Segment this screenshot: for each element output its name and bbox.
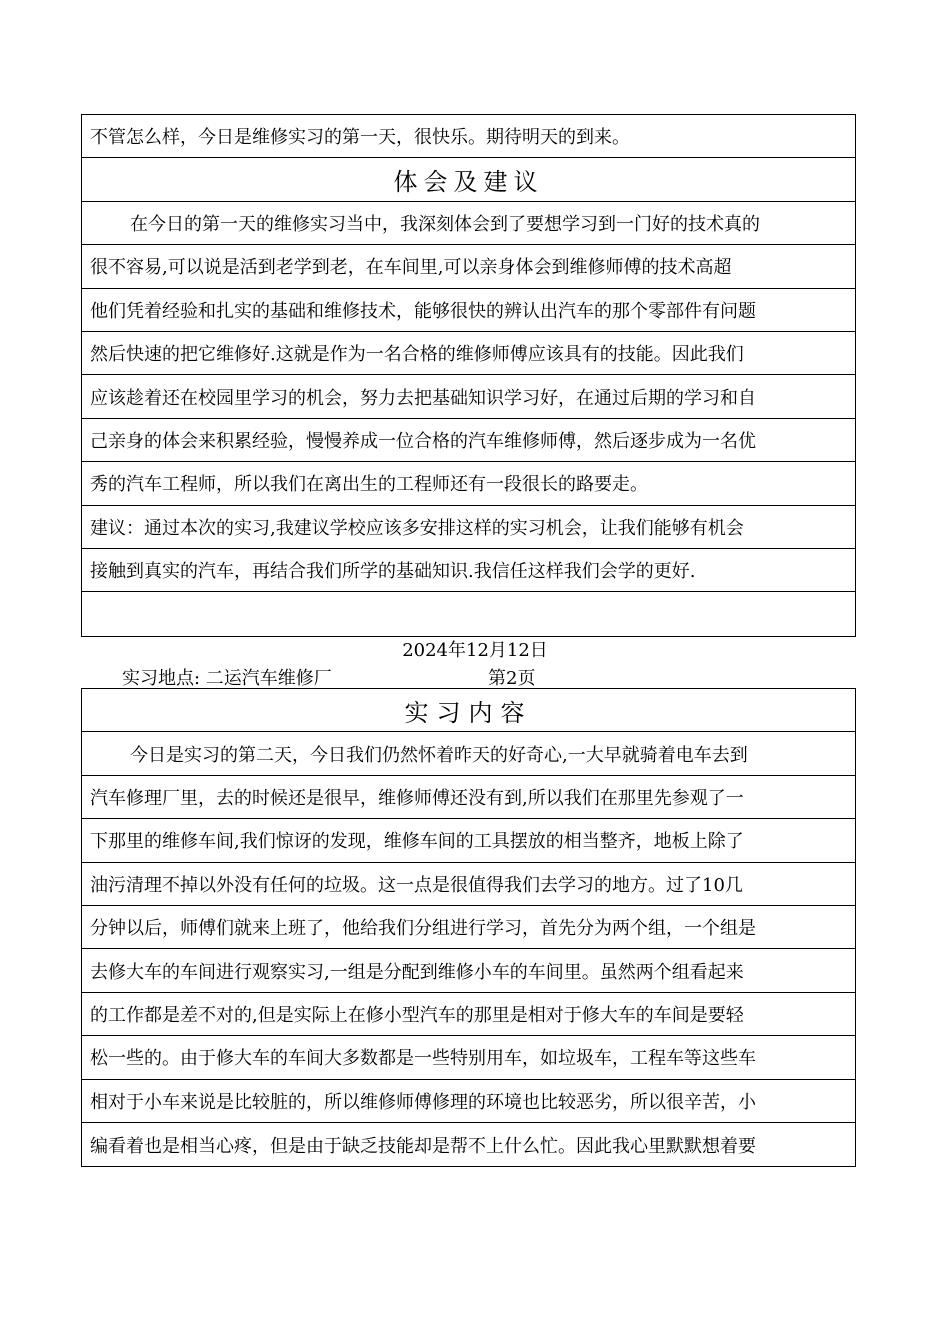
- heading-text: 实习内容: [404, 698, 533, 727]
- row-text: 汽车修理厂里，去的时候还是很早，维修师傅还没有到,所以我们在那里先参观了一: [90, 787, 744, 809]
- table-row: [82, 1123, 855, 1166]
- row-text: 今日是实习的第二天，今日我们仍然怀着昨天的好奇心,一大早就骑着电车去到: [130, 744, 748, 766]
- row-text: 相对于小车来说是比较脏的，所以维修师傅修理的环境也比较恶劣，所以很辛苦，小: [90, 1091, 756, 1113]
- table-row-empty: [82, 592, 855, 635]
- row-text: 建议：通过本次的实习,我建议学校应该多安排这样的实习机会，让我们能够有机会: [90, 517, 744, 539]
- row-text: 接触到真实的汽车，再结合我们所学的基础知识.我信任这样我们会学的更好.: [90, 561, 696, 583]
- table-row: [82, 289, 855, 332]
- page-number: 第2页: [488, 668, 536, 689]
- row-text: 很不容易,可以说是活到老学到老，在车间里,可以亲身体会到维修师傅的技术高超: [90, 257, 732, 279]
- table-row: [82, 462, 855, 505]
- row-text: 然后快速的把它维修好.这就是作为一名合格的维修师傅应该具有的技能。因此我们: [90, 344, 744, 366]
- table-row: [82, 549, 855, 592]
- table-row: [82, 115, 855, 158]
- row-text: 的工作都是差不对的,但是实际上在修小型汽车的那里是相对于修大车的车间是要轻: [90, 1004, 744, 1026]
- row-text: 秀的汽车工程师，所以我们在离出生的工程师还有一段很长的路要走。: [90, 474, 648, 496]
- table-row: [82, 1080, 855, 1123]
- table-row: [82, 819, 855, 862]
- table-row: [82, 419, 855, 462]
- internship-location: 实习地点: 二运汽车维修厂: [122, 668, 332, 689]
- table-row: [82, 863, 855, 906]
- row-text: 编看着也是相当心疼，但是由于缺乏技能却是帮不上什么忙。因此我心里默默想着要: [90, 1135, 756, 1157]
- row-text: 去修大车的车间进行观察实习,一组是分配到维修小车的车间里。虽然两个组看起来: [90, 961, 744, 983]
- table-row: [82, 332, 855, 375]
- table-row: [82, 202, 855, 245]
- table-row: [82, 776, 855, 819]
- row-text: 下那里的维修车间,我们惊讶的发现，维修车间的工具摆放的相当整齐，地板上除了: [90, 831, 744, 853]
- table-row: [82, 375, 855, 418]
- row-text: 在今日的第一天的维修实习当中，我深刻体会到了要想学习到一门好的技术真的: [130, 213, 760, 235]
- table-row: [82, 732, 855, 775]
- row-text: 他们凭着经验和扎实的基础和维修技术，能够很快的辨认出汽车的那个零部件有问题: [90, 300, 756, 322]
- row-text: 分钟以后，师傅们就来上班了，他给我们分组进行学习，首先分为两个组，一个组是: [90, 918, 756, 940]
- table-row: [82, 949, 855, 992]
- row-text: 应该趁着还在校园里学习的机会，努力去把基础知识学习好，在通过后期的学习和自: [90, 387, 756, 409]
- reflection-table: [81, 114, 856, 637]
- table-row: [82, 906, 855, 949]
- table-row: [82, 993, 855, 1036]
- report-date: 2024年12月12日: [402, 640, 548, 661]
- row-text: 松一些的。由于修大车的车间大多数都是一些特别用车，如垃圾车，工程车等这些车: [90, 1048, 756, 1070]
- content-table: [81, 688, 856, 1167]
- row-text: 己亲身的体会来积累经验，慢慢养成一位合格的汽车维修师傅，然后逐步成为一名优: [90, 430, 756, 452]
- row-text: 油污清理不掉以外没有任何的垃圾。这一点是很值得我们去学习的地方。过了10几: [90, 874, 743, 896]
- row-text: 不管怎么样，今日是维修实习的第一天，很快乐。期待明天的到来。: [90, 127, 630, 149]
- table-row: [82, 1036, 855, 1079]
- table-row: [82, 245, 855, 288]
- heading-text: 体会及建议: [393, 168, 544, 197]
- table-row: [82, 506, 855, 549]
- section-heading: [82, 158, 855, 201]
- section-heading: [82, 689, 855, 732]
